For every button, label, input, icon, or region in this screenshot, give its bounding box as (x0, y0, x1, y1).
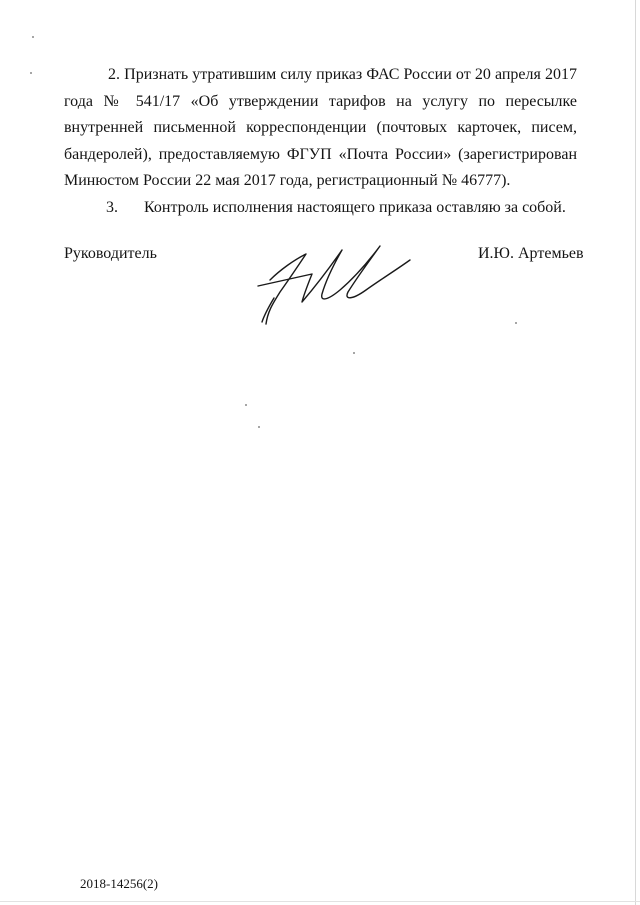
paragraph-3-text: Контроль исполнения настоящего приказа оставляю за собой. (144, 198, 566, 216)
signatory-role: Руководитель (64, 245, 157, 262)
scan-speck (515, 322, 517, 324)
paragraph-3-number: 3. (106, 198, 118, 216)
document-body (64, 62, 577, 221)
scan-edge-right (635, 0, 636, 905)
document-code: 2018-14256(2) (80, 876, 158, 891)
handwritten-signature (250, 236, 420, 332)
paragraph-2: 2. Признать утратившим силу приказ ФАС России от 20 апреля 2017 года № 541/17 «Об утверждении тарифов на услугу по пересылке внутренней письменной корреспонденции (почтовых карточек, писем, бандеролей), предоставляемую ФГУП «Почта России» (зарегистрирован Минюстом России 22 мая 2017 года, регистрационный № 46777). (64, 66, 577, 189)
scan-speck (245, 404, 247, 406)
scan-speck (353, 352, 355, 354)
scan-speck (258, 426, 260, 428)
paragraph-3 (64, 195, 577, 222)
scan-speck (32, 36, 34, 38)
scan-edge-bottom (0, 901, 640, 902)
scan-speck (30, 72, 32, 74)
signer-name: И.Ю. Артемьев (478, 245, 584, 262)
